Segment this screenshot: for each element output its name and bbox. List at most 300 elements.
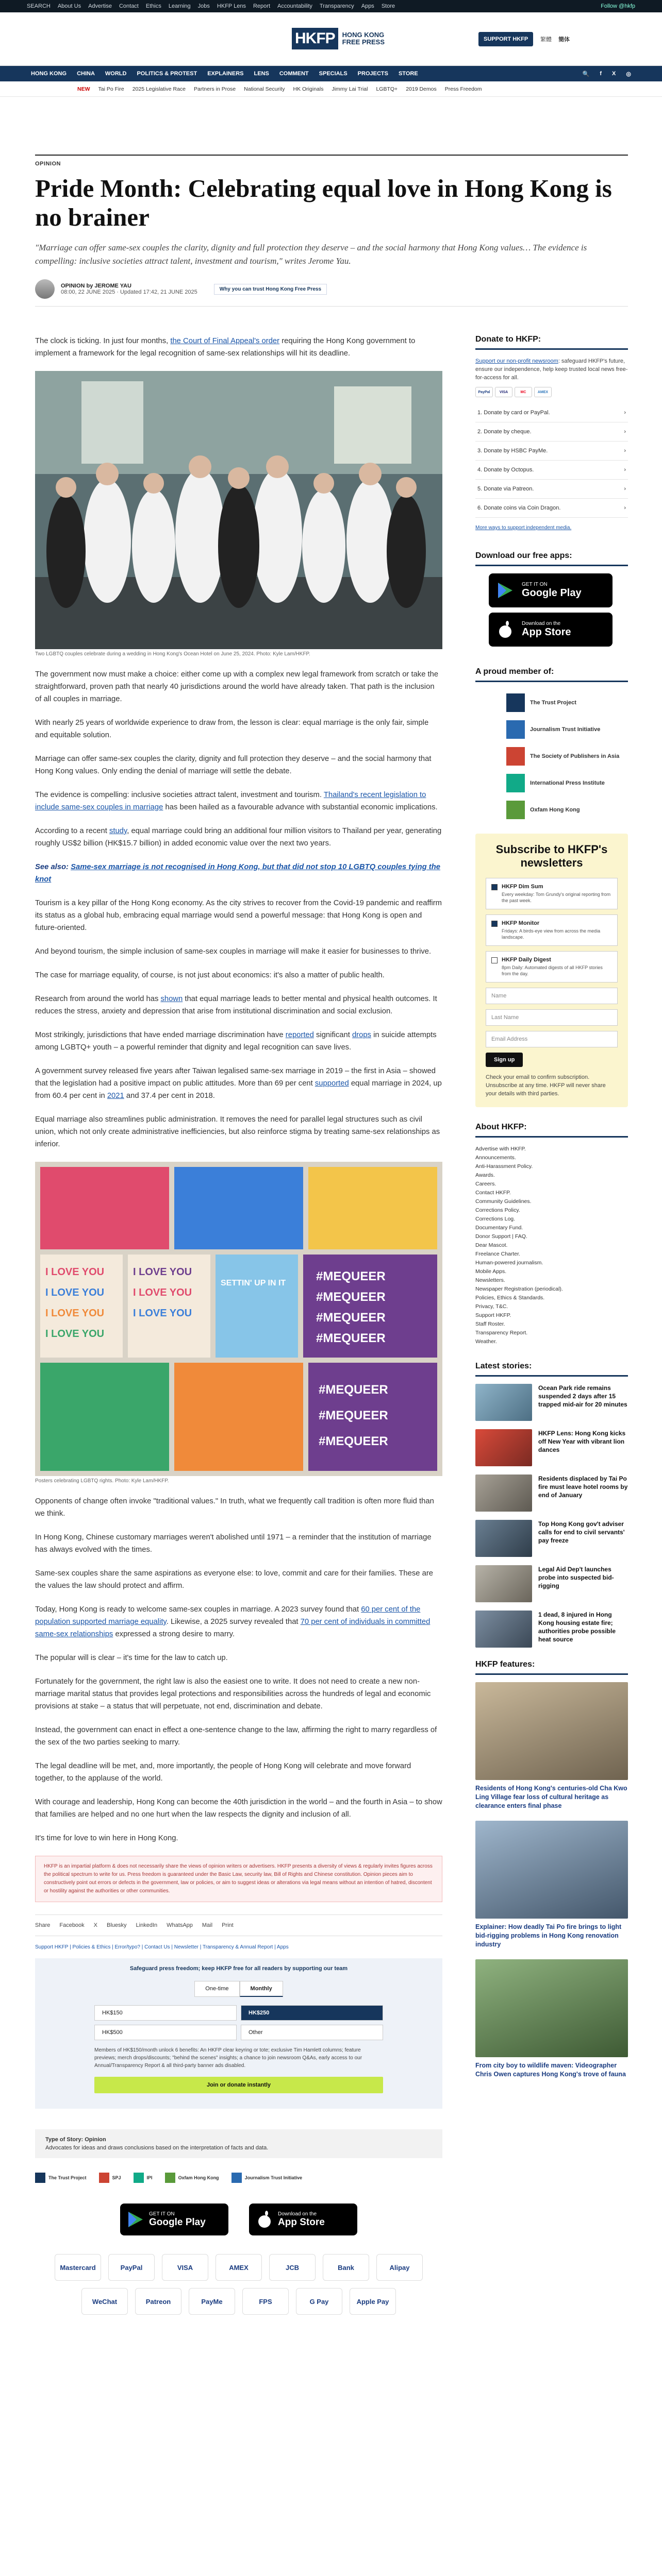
paragraph [35, 825, 442, 850]
email-field[interactable]: Email Address [486, 1031, 618, 1047]
paragraph [35, 1029, 442, 1054]
about-link[interactable]: Donor Support | FAQ. [475, 1233, 527, 1240]
paragraph: Opponents of change often invoke "traditional values." In truth, what we frequently call tradition is often more fluid than we think. [35, 1497, 434, 1518]
signup-button[interactable]: Sign up [486, 1053, 523, 1067]
poster-text: I LOVE YOU [45, 1328, 105, 1340]
spj-icon [99, 2173, 109, 2183]
logo-line-1: HONG KONG [342, 31, 385, 39]
posters-photo[interactable] [35, 1162, 442, 1476]
trending-link[interactable]: 2025 Legislative Race [132, 86, 186, 92]
poster-text: I LOVE YOU [133, 1287, 192, 1298]
share-whatsapp-button[interactable]: WhatsApp [167, 1922, 193, 1928]
option-desc: Every weekday: Tom Grundy's original reporting from the past week. [502, 892, 611, 903]
paragraph [35, 335, 442, 360]
member-logo[interactable] [475, 743, 628, 770]
inline-link[interactable]: 60 per cent of the population supported marriage equality [35, 1605, 421, 1626]
about-link[interactable]: Weather. [475, 1338, 497, 1345]
google-play-button[interactable] [120, 2204, 228, 2235]
text: that equal marriage leads to better mental and physical health outcomes. It reduces the stress, anxiety and depression that arise from institutional discrimination and social exclusion. [35, 995, 437, 1015]
newsletter-option[interactable] [486, 914, 618, 946]
story-title: Top Hong Kong gov't adviser calls for end to civil servants' pay freeze [538, 1520, 625, 1544]
inline-link[interactable]: drops [352, 1031, 371, 1039]
paragraph [35, 1065, 442, 1102]
text: has been hailed as a favourable advance with substantial economic implications. [163, 803, 438, 811]
language-switcher [540, 35, 570, 43]
poster-text: #MEQUEER [316, 1311, 386, 1325]
member-heading: A proud member of: [475, 667, 628, 682]
payment-method[interactable]: Alipay [376, 2254, 423, 2281]
text: . Likewise, a 2025 survey revealed that [166, 1618, 301, 1626]
paragraph [35, 1603, 442, 1640]
see-also-label: See also: [35, 863, 71, 871]
inline-link[interactable]: the Court of Final Appeal's order [170, 337, 280, 345]
publish-dates: 08:00, 22 JUNE 2025 · Updated 17:42, 21 JUNE 2025 [61, 289, 197, 295]
about-link[interactable]: Staff Roster. [475, 1321, 505, 1327]
text: A government survey released five years after Taiwan legalised same-sex marriage in 2019 – the first in Asia – showed that the legislation had a positive impact on public attitudes. More than 69 per cent [35, 1067, 436, 1088]
utility-link[interactable]: Learning [168, 3, 191, 9]
trending-link[interactable]: National Security [244, 86, 285, 92]
text: in suicide attempts among LGBTQ+ youth – a powerful reminder that dignity and legal recognition can save lives. [35, 1031, 437, 1052]
text: : safeguard HKFP's future, ensure our independence, help keep trusted local news free-for-access for all. [475, 358, 628, 381]
more-ways-link[interactable]: More ways to support independent media. [475, 525, 572, 531]
donate-text [475, 357, 628, 382]
store-big-text: Google Play [149, 2216, 206, 2228]
trust-badge[interactable]: Why you can trust Hong Kong Free Press [214, 284, 327, 295]
paragraph: And beyond tourism, the simple inclusion of same-sex couples in marriage will make it easier for businesses to thrive. [35, 947, 432, 956]
newsletter-option[interactable] [486, 951, 618, 982]
about-link[interactable]: Policies, Ethics & Standards. [475, 1295, 545, 1301]
see-also-link[interactable]: Same-sex marriage is not recognised in Hong Kong, but that did not stop 10 LGBTQ couples tying the knot [35, 863, 440, 884]
card-logos [475, 387, 628, 397]
latest-story[interactable] [475, 1611, 628, 1648]
paragraph: With nearly 25 years of worldwide experience to draw from, the lesson is clear: equal marriage is the only fair, simple and equitable solution. [35, 719, 429, 739]
nav-item[interactable]: LENS [254, 71, 269, 77]
story-title: Ocean Park ride remains suspended 2 days after 15 trapped mid-air for 20 minutes [538, 1384, 627, 1408]
twitter-follow-link[interactable]: Follow @hkfp [601, 3, 635, 9]
latest-story[interactable] [475, 1475, 628, 1512]
inline-link[interactable]: 2021 [107, 1092, 124, 1100]
poster-text: I LOVE YOU [133, 1266, 192, 1278]
share-bluesky-button[interactable]: Bluesky [107, 1922, 127, 1928]
story-type-label: Type of Story: Opinion [45, 2137, 106, 2143]
payment-method[interactable]: Bank [323, 2254, 369, 2281]
about-link[interactable]: Support HKFP. [475, 1312, 511, 1318]
see-also [35, 861, 442, 886]
story-thumbnail [475, 1429, 532, 1466]
text: significant [313, 1031, 352, 1039]
ipi-icon [506, 774, 525, 792]
donation-method[interactable] [475, 480, 628, 499]
donate-heading: Donate to HKFP: [475, 335, 628, 350]
article-title: Pride Month: Celebrating equal love in Hong Kong is no brainer [35, 174, 612, 231]
text: Research from around the world has [35, 995, 161, 1003]
option-desc: Fridays: A birds-eye view from across the media landscape. [502, 928, 601, 940]
about-link[interactable]: Human-powered journalism. [475, 1260, 543, 1266]
inline-link[interactable]: supported [315, 1079, 349, 1088]
text: Today, Hong Kong is ready to welcome same-sex couples in marriage. A 2023 survey found that [35, 1605, 361, 1614]
payment-method[interactable]: VISA [162, 2254, 208, 2281]
about-link[interactable]: Documentary Fund. [475, 1225, 523, 1231]
story-title: Legal Aid Dep't launches probe into suspected bid-rigging [538, 1566, 614, 1589]
trending-link[interactable]: HK Originals [293, 86, 324, 92]
partner-name: The Trust Project [48, 2175, 87, 2180]
photo-caption: Posters celebrating LGBTQ rights. Photo: Kyle Lam/HKFP. [35, 1478, 169, 1484]
tab-one-time[interactable]: One-time [194, 1981, 239, 1997]
latest-story[interactable] [475, 1565, 628, 1602]
about-link[interactable]: Corrections Log. [475, 1216, 516, 1222]
nav-item[interactable]: POLITICS & PROTEST [137, 71, 197, 77]
paragraph: With courage and leadership, Hong Kong can become the 40th jurisdiction in the world – and the fourth in Asia – to show that families are helped and no one hurt when the law respects the dignity and inclusion of all. [35, 1798, 442, 1819]
share-bar [35, 1914, 442, 1936]
trending-link[interactable]: 2019 Demos [406, 86, 437, 92]
app-store-buttons [35, 2204, 442, 2235]
share-mail-button[interactable]: Mail [202, 1922, 213, 1928]
paragraph: Fortunately for the government, the right law is also the easiest one to write. It does not need to create a new non-marriage marital status that provides legal protections and responsibilities across the hundreds of legal and economic provisions at stake – a status that will perpetuate, not end, discrimination and debate. [35, 1677, 431, 1710]
nav-item[interactable]: STORE [398, 71, 418, 77]
facebook-icon[interactable]: f [600, 71, 602, 77]
google-play-icon [127, 2211, 144, 2228]
site-logo[interactable] [292, 28, 385, 49]
wedding-photo[interactable] [35, 371, 442, 649]
lang-traditional[interactable]: 繁體 [540, 37, 552, 43]
google-play-icon [497, 582, 514, 599]
masthead [0, 12, 662, 66]
donation-method[interactable] [475, 461, 628, 480]
method-label: 4. Donate by Octopus. [477, 467, 534, 473]
search-icon[interactable]: 🔍 [582, 71, 590, 77]
paragraph: Marriage can offer same-sex couples the clarity, dignity and full protection they deserve – and the social harmony that Hong Kong values. Only ending the denial of marriage will settle the debate. [35, 755, 432, 775]
nav-item[interactable]: SPECIALS [319, 71, 347, 77]
share-print-button[interactable]: Print [222, 1922, 234, 1928]
inline-link[interactable]: Thailand's recent legislation to include same-sex couples in marriage [35, 791, 426, 811]
author-name[interactable]: OPINION by JEROME YAU [61, 283, 131, 289]
checkbox[interactable] [491, 921, 498, 927]
poster-text: I LOVE YOU [133, 1308, 192, 1319]
store-small-text: GET IT ON [522, 582, 548, 587]
story-title: HKFP Lens: Hong Kong kicks off New Year with vibrant lion dances [538, 1430, 626, 1453]
partner-logo[interactable] [99, 2173, 121, 2183]
feature-story[interactable] [475, 1682, 628, 1810]
amount-option[interactable]: Other [241, 2025, 383, 2040]
instagram-icon[interactable]: ◎ [626, 71, 631, 77]
partner-logos [35, 2167, 442, 2188]
trending-link[interactable]: Press Freedom [444, 86, 482, 92]
poster-text: #MEQUEER [316, 1269, 386, 1283]
member-name: Oxfam Hong Kong [530, 807, 580, 813]
article-kicker[interactable]: OPINION [35, 161, 61, 167]
utility-link[interactable]: Transparency [319, 3, 354, 9]
about-link[interactable]: Mobile Apps. [475, 1268, 507, 1275]
utility-link[interactable]: About Us [57, 3, 81, 9]
text: The clock is ticking. In just four months, [35, 337, 171, 345]
donation-methods [475, 403, 628, 518]
about-link[interactable]: Advertise with HKFP. [475, 1146, 526, 1152]
partner-logo[interactable] [134, 2173, 153, 2183]
story-thumbnail [475, 1821, 628, 1919]
jti-icon [506, 720, 525, 739]
payment-method[interactable]: PayPal [108, 2254, 155, 2281]
partner-name: IPI [146, 2175, 153, 2180]
paypal-icon: PayPal [475, 387, 493, 397]
donate-banner [35, 1958, 442, 2109]
story-thumbnail [475, 1520, 532, 1557]
payment-method[interactable]: JCB [269, 2254, 316, 2281]
donation-method[interactable] [475, 499, 628, 518]
logo-text [342, 31, 385, 46]
utility-link[interactable]: HKFP Lens [217, 3, 246, 9]
apps-heading: Download our free apps: [475, 551, 628, 566]
author-avatar [35, 279, 55, 299]
text: equal marriage in 2024, up from 60.4 per cent in [35, 1079, 442, 1100]
paragraph: In Hong Kong, Chinese customary marriages weren't abolished until 1971 – a reminder that the institution of marriage has always evolved with the times. [35, 1533, 432, 1554]
share-label: Share [35, 1922, 51, 1928]
disclaimer-box: HKFP is an impartial platform & does not necessarily share the views of opinion writers or advertisers. HKFP presents a diversity of views & regularly invites figures across the political spectrum to write for us. Press freedom is guaranteed under the Basic Law, security law, Bill of Rights and Chinese constitution. Opinion pieces aim to constructively point out errors or defects in the government, law or policies, or aim to suggest ideas or alterations via legal means without an intention of hatred, discontent or hostility against the authorities or other communities. [35, 1856, 442, 1902]
option-desc: 8pm Daily: Automated digests of all HKFP stories from the day. [502, 965, 603, 976]
poster-text: I LOVE YOU [45, 1308, 105, 1319]
store-big-text: Google Play [522, 587, 582, 599]
last-name-field[interactable]: Last Name [486, 1009, 618, 1026]
method-label: 1. Donate by card or PayPal. [477, 410, 550, 416]
member-benefits-text: Members of HK$150/month unlock 6 benefits: An HKFP clear keyring or tote; exclusive Tim Hamlett columns; feature previews; merch drops/discounts; "behind the scenes" insights; a chance to join newsroom Q&As, early access to our Annual/Transparency Report & all third-party banner ads disabled. [94, 2047, 362, 2069]
share-linkedin-button[interactable]: LinkedIn [136, 1922, 158, 1928]
divider [35, 155, 628, 156]
about-link[interactable]: Careers. [475, 1181, 496, 1187]
photo-caption: Two LGBTQ couples celebrate during a wedding in Hong Kong's Ocean Hotel on June 25, 2024. Photo: Kyle Lam/HKFP. [35, 651, 310, 657]
utility-link[interactable]: Contact [119, 3, 139, 9]
paragraph: Same-sex couples share the same aspirations as everyone else: to love, commit and care for their families. These are the values the law should protect and affirm. [35, 1569, 433, 1590]
latest-story[interactable] [475, 1520, 628, 1557]
payment-method[interactable]: FPS [242, 2288, 289, 2315]
newsletter-note: Check your email to confirm subscription. Unsubscribe at any time. HKFP will never share your details with third parties. [486, 1074, 606, 1097]
share-facebook-button[interactable]: Facebook [59, 1922, 85, 1928]
story-type-description: Advocates for ideas and draws conclusions based on the interpretation of facts and data. [45, 2145, 269, 2151]
app-store-button[interactable] [489, 613, 613, 647]
story-thumbnail [475, 1565, 532, 1602]
app-store-button[interactable] [249, 2204, 357, 2235]
paragraph: The case for marriage equality, of course, is not just about economics: it's also a matter of public health. [35, 971, 385, 979]
newsletter-option[interactable] [486, 878, 618, 909]
method-label: 6. Donate coins via Coin Dragon. [477, 505, 561, 511]
nav-item[interactable]: WORLD [105, 71, 127, 77]
about-link[interactable]: Announcements. [475, 1155, 516, 1161]
join-donate-button[interactable]: Join or donate instantly [94, 2077, 383, 2093]
about-link[interactable]: Anti-Harassment Policy. [475, 1163, 533, 1170]
tab-monthly[interactable]: Monthly [240, 1981, 283, 1997]
newsletter-heading: Subscribe to HKFP's newsletters [495, 843, 608, 869]
utility-link[interactable]: Ethics [145, 3, 161, 9]
article-lede: "Marriage can offer same-sex couples the clarity, dignity and full protection they deserve – and the social harmony that Hong Kong values… The evidence is compelling: inclusive societies attract talent, investment and tourism," writes Jerome Yau. [35, 243, 587, 266]
ipi-icon [134, 2173, 144, 2183]
partner-name: Oxfam Hong Kong [178, 2175, 219, 2180]
oxfam-icon [506, 801, 525, 819]
member-name: The Society of Publishers in Asia [530, 753, 620, 759]
utility-link[interactable]: Jobs [197, 3, 210, 9]
posters-photo-illustration [35, 1162, 442, 1476]
search-link[interactable]: SEARCH [27, 3, 51, 9]
partner-logo[interactable] [165, 2173, 219, 2183]
support-link[interactable]: Support our non-profit newsroom [475, 358, 558, 364]
checkbox[interactable] [491, 884, 498, 890]
payment-method[interactable]: Apple Pay [350, 2288, 396, 2315]
utility-link[interactable]: Accountability [277, 3, 312, 9]
about-link[interactable]: Contact HKFP. [475, 1190, 511, 1196]
about-link[interactable]: Dear Mascot. [475, 1242, 508, 1248]
trending-link[interactable]: Tai Po Fire [98, 86, 124, 92]
story-thumbnail [475, 1475, 532, 1512]
lang-simplified[interactable]: 簡体 [558, 37, 570, 43]
feature-story[interactable] [475, 1959, 628, 2079]
utility-link[interactable]: Advertise [88, 3, 112, 9]
feature-story[interactable] [475, 1821, 628, 1949]
method-label: 5. Donate via Patreon. [477, 486, 534, 492]
trust-project-icon [506, 693, 525, 712]
x-icon[interactable]: X [612, 71, 616, 77]
story-title: Residents displaced by Tai Po fire must leave hotel rooms by end of January [538, 1475, 628, 1499]
member-logo[interactable] [475, 689, 628, 716]
member-logo[interactable] [475, 796, 628, 823]
apple-icon [497, 621, 514, 638]
paragraph [35, 789, 442, 814]
logo-mark: HKFP [292, 28, 338, 49]
amount-options [94, 2005, 383, 2040]
member-name: Journalism Trust Initiative [530, 726, 601, 733]
paragraph: Tourism is a key pillar of the Hong Kong economy. As the city strives to recover from the Covid-19 pandemic and reaffirm its status as a global hub, embracing equal marriage would send a powerful message: that Hong Kong is open and future-oriented. [35, 899, 442, 932]
donation-method[interactable] [475, 442, 628, 461]
payment-method[interactable]: Patreon [135, 2288, 181, 2315]
about-link[interactable]: Transparency Report. [475, 1330, 528, 1336]
chevron-right-icon: › [624, 486, 626, 492]
support-hkfp-button[interactable]: SUPPORT HKFP [478, 32, 533, 46]
new-badge: NEW [77, 86, 90, 92]
utility-link[interactable]: Apps [361, 3, 374, 9]
story-thumbnail [475, 1384, 532, 1421]
share-x-button[interactable]: X [93, 1922, 98, 1928]
payment-methods [35, 2254, 442, 2315]
poster-text: #MEQUEER [316, 1331, 386, 1345]
about-link[interactable]: Corrections Policy. [475, 1207, 520, 1213]
poster-text: I LOVE YOU [45, 1287, 105, 1298]
inline-link[interactable]: shown [160, 995, 183, 1003]
chevron-right-icon: › [624, 429, 626, 435]
payment-method[interactable]: Mastercard [55, 2254, 101, 2281]
paragraph [35, 993, 442, 1018]
features-heading: HKFP features: [475, 1660, 628, 1675]
partner-logo[interactable] [231, 2173, 303, 2183]
paragraph: Instead, the government can enact in effect a one-sentence change to the law, affirming the right to marry regardless of the sex of the two parties seeking to marry. [35, 1726, 437, 1747]
payment-method[interactable]: G Pay [296, 2288, 342, 2315]
byline [35, 279, 628, 299]
trending-bar [0, 81, 662, 97]
article-header [35, 155, 628, 307]
nav-item[interactable]: EXPLAINERS [207, 71, 244, 77]
inline-link[interactable]: reported [285, 1031, 314, 1039]
donation-method[interactable] [475, 422, 628, 442]
inline-link[interactable]: study [109, 827, 127, 835]
paragraph: The popular will is clear – it's time for the law to catch up. [35, 1654, 228, 1662]
about-heading: About HKFP: [475, 1123, 628, 1138]
amount-option[interactable]: HK$500 [94, 2025, 237, 2040]
main-nav [0, 66, 662, 81]
inline-link[interactable]: 70 per cent of individuals in committed same-sex relationships [35, 1618, 431, 1638]
trending-link[interactable]: LGBTQ+ [376, 86, 398, 92]
story-thumbnail [475, 1959, 628, 2057]
article-footer-links[interactable]: Support HKFP | Policies & Ethics | Error/typo? | Contact Us | Newsletter | Transparency & Annual Report | Apps [35, 1944, 289, 1950]
payment-method[interactable]: PayMe [189, 2288, 235, 2315]
store-big-text: App Store [278, 2216, 325, 2228]
google-play-button[interactable] [489, 573, 613, 607]
option-title: HKFP Dim Sum [502, 884, 543, 890]
member-logo[interactable] [475, 716, 628, 743]
latest-story[interactable] [475, 1384, 628, 1421]
name-field[interactable]: Name [486, 988, 618, 1004]
sopa-icon [506, 747, 525, 766]
text: The evidence is compelling: inclusive societies attract talent, investment and tourism. [35, 791, 324, 799]
payment-method[interactable]: AMEX [216, 2254, 262, 2281]
donate-banner-heading: Safeguard press freedom; keep HKFP free for all readers by supporting our team [129, 1965, 348, 1972]
nav-item[interactable]: HONG KONG [31, 71, 67, 77]
latest-heading: Latest stories: [475, 1362, 628, 1377]
story-thumbnail [475, 1682, 628, 1780]
latest-story[interactable] [475, 1429, 628, 1466]
utility-link[interactable]: Report [253, 3, 271, 9]
logo-line-2: FREE PRESS [342, 38, 385, 46]
poster-text: #MEQUEER [319, 1434, 388, 1448]
nav-item[interactable]: COMMENT [279, 71, 309, 77]
chevron-right-icon: › [624, 448, 626, 454]
payment-method[interactable]: WeChat [81, 2288, 128, 2315]
poster-text: #MEQUEER [316, 1290, 386, 1304]
poster-text: I LOVE YOU [45, 1266, 105, 1278]
trending-link[interactable]: Partners in Prose [194, 86, 236, 92]
utility-link[interactable]: Store [381, 3, 395, 9]
poster-text: SETTIN' UP IN IT [221, 1279, 286, 1287]
donation-method[interactable] [475, 403, 628, 422]
about-link[interactable]: Newspaper Registration (periodical). [475, 1286, 563, 1292]
paragraph: It's time for love to win here in Hong Kong. [35, 1834, 178, 1842]
nav-item[interactable]: CHINA [77, 71, 95, 77]
chevron-right-icon: › [624, 467, 626, 473]
story-title: 1 dead, 8 injured in Hong Kong housing estate fire; authorities probe possible heat source [538, 1611, 616, 1643]
about-link[interactable]: Newsletters. [475, 1277, 505, 1283]
partner-logo[interactable] [35, 2173, 87, 2183]
paragraph: The legal deadline will be met, and, more importantly, the people of Hong Kong will celebrate and move forward together, to the applause of the world. [35, 1762, 411, 1783]
wedding-photo-illustration [35, 371, 442, 649]
about-link[interactable]: Community Guidelines. [475, 1198, 532, 1205]
nav-item[interactable]: PROJECTS [357, 71, 388, 77]
poster-text: #MEQUEER [319, 1383, 388, 1397]
about-links [475, 1145, 628, 1346]
member-name: The Trust Project [530, 700, 576, 706]
amount-option[interactable]: HK$150 [94, 2005, 237, 2021]
checkbox[interactable] [491, 957, 498, 963]
trending-link[interactable]: Jimmy Lai Trial [332, 86, 368, 92]
about-link[interactable]: Privacy, T&C. [475, 1303, 508, 1310]
sidebar [475, 335, 628, 2089]
story-title: Explainer: How deadly Tai Po fire brings to light bid-rigging problems in Hong Kong renovation industry [475, 1923, 622, 1948]
member-logo[interactable] [475, 770, 628, 796]
text: requiring the Hong Kong government to implement a framework for the legal recognition of same-sex relationships will hit its deadline. [35, 337, 416, 358]
jti-icon [231, 2173, 242, 2183]
store-small-text: Download on the [522, 621, 561, 626]
chevron-right-icon: › [624, 410, 626, 416]
amount-option-selected[interactable]: HK$250 [241, 2005, 383, 2021]
option-title: HKFP Daily Digest [502, 957, 551, 963]
poster-text: #MEQUEER [319, 1409, 388, 1422]
method-label: 2. Donate by cheque. [477, 429, 532, 435]
about-link[interactable]: Awards. [475, 1172, 495, 1178]
about-link[interactable]: Freelance Charter. [475, 1251, 520, 1257]
oxfam-icon [165, 2173, 175, 2183]
